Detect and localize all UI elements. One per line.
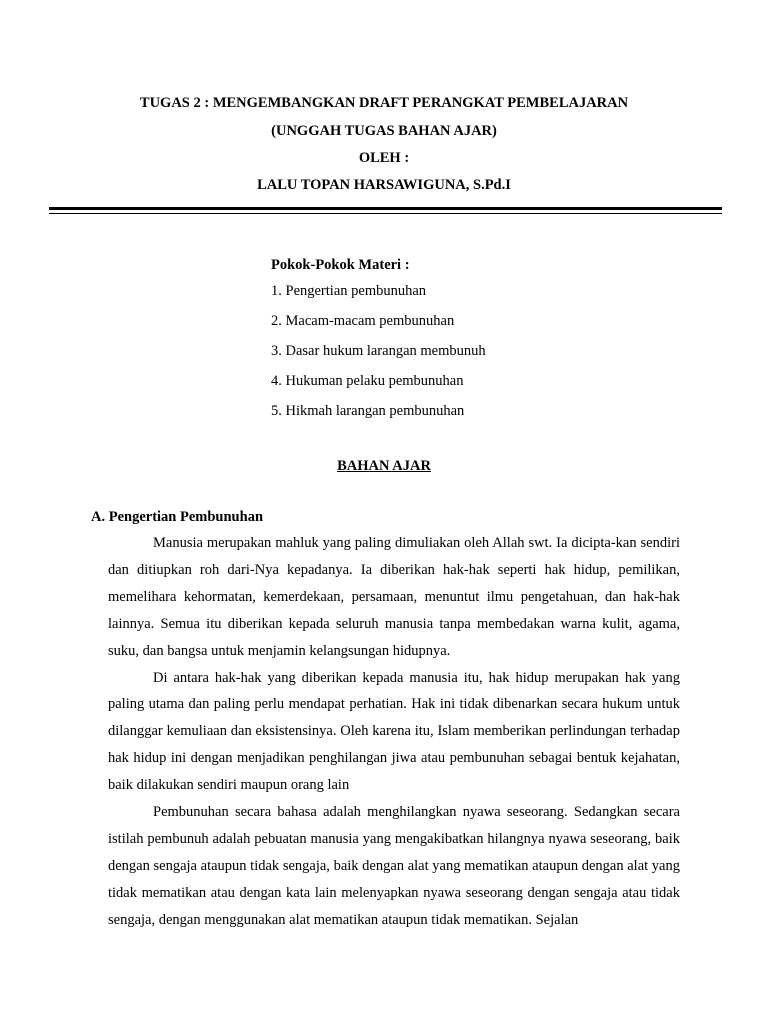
body-paragraph: Di antara hak-hak yang diberikan kepada manusia itu, hak hidup merupakan hak yang paling utama dan paling perlu mendapat perhatian. Hak ini tidak dibenarkan secara hukum untuk dilanggar kemuliaan dan eksistensinya. Oleh karena itu, Islam memberikan perlindungan terhadap hak hidup ini dengan menjadikan penghilangan jiwa atau pembunuhan sebagai bentuk kejahatan, baik dilakukan sendiri maupun orang lain — [108, 669, 680, 794]
pokok-materi-item: 2. Macam-macam pembunuhan — [271, 313, 455, 329]
header-title-line-1: TUGAS 2 : MENGEMBANGKAN DRAFT PERANGKAT PEMBELAJARAN — [139, 95, 629, 111]
section-a-body — [108, 530, 680, 934]
header-divider-thin — [49, 213, 722, 214]
body-paragraph: Manusia merupakan mahluk yang paling dimuliakan oleh Allah swt. Ia dicipta-kan sendiri dan ditiupkan roh dari-Nya kepadanya. Ia diberikan hak-hak seperti hak hidup, pemilikan, memelihara kehormatan, kemerdekaan, persamaan, menuntut ilmu pengetahuan, dan hak-hak lainnya. Semua itu diberikan kepada seluruh manusia tanpa membedakan warna kulit, agama, suku, dan bangsa untuk menjamin kelangsungan hidupnya. — [108, 535, 680, 659]
header-author-name: LALU TOPAN HARSAWIGUNA, S.Pd.I — [257, 177, 511, 193]
header-divider-thick — [49, 207, 722, 210]
header-title-line-2: (UNGGAH TUGAS BAHAN AJAR) — [271, 123, 497, 139]
pokok-materi-item: 3. Dasar hukum larangan membunuh — [271, 343, 486, 359]
section-a-heading: A. Pengertian Pembunuhan — [91, 509, 264, 525]
pokok-materi-title: Pokok-Pokok Materi : — [271, 257, 410, 273]
pokok-materi-item: 4. Hukuman pelaku pembunuhan — [271, 373, 464, 389]
header-author-label: OLEH : — [358, 150, 410, 166]
body-paragraph: Pembunuhan secara bahasa adalah menghilangkan nyawa seseorang. Sedangkan secara istilah pembunuh adalah pebuatan manusia yang mengakibatkan hilangnya nyawa seseorang, baik dengan sengaja ataupun tidak sengaja, baik dengan alat yang mematikan ataupun dengan alat yang tidak mematikan atau dengan kata lain melenyapkan nyawa seseorang dengan sengaja atau tidak sengaja, dengan menggunakan alat mematikan ataupun tidak mematikan. Sejalan — [108, 804, 680, 928]
bahan-ajar-title: BAHAN AJAR — [337, 458, 431, 474]
pokok-materi-item: 5. Hikmah larangan pembunuhan — [271, 403, 465, 419]
pokok-materi-item: 1. Pengertian pembunuhan — [271, 283, 427, 299]
